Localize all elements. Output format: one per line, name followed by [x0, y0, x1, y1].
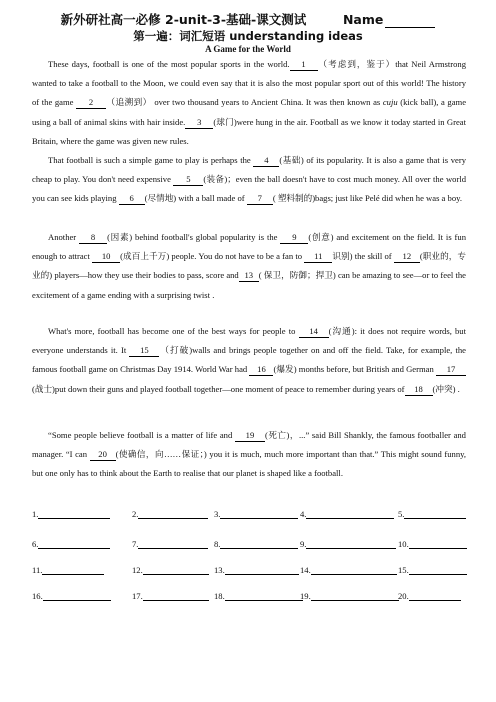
answer-row — [32, 538, 472, 552]
blank-2[interactable]: 2 — [76, 97, 106, 109]
paragraph-1: These days, football is one of the most popular sports in the world. 1 （考虑到，鉴于）that Neil Armstrong wanted to take a football to the Moon, we could even say that it is also the most popular sport out of this world! The history of the game 2 （追溯到） over two thousand years to Ancient China. It was then known as cuju (kick ball), a game using a ball of animal skins with hair inside. 3 (球门)were hung in the air. Football as we know it today started in Great Britain, where the game was given new rules. — [32, 59, 467, 146]
blank-20[interactable]: 20 — [90, 449, 116, 461]
blank-3[interactable]: 3 — [185, 117, 213, 129]
answer-slot-9[interactable]: 9. — [300, 538, 396, 549]
article-title: A Game for the World — [205, 44, 291, 54]
paragraph-4: What's more, football has become one of the best ways for people to 14 (沟通): it does not require words, but everyone understands it. It 15 （打破)walls and brings people together on and off the field. Take, for example, the famous football game on Christmas Day 1914. World War had 16 (爆发) months before, but British and German 17(战士)put down their guns and played football together—one moment of peace to remember during years of 18 (冲突) . — [32, 326, 466, 394]
blank-18[interactable]: 18 — [405, 384, 433, 396]
blank-5[interactable]: 5 — [173, 174, 203, 186]
answer-slot-5[interactable]: 5. — [398, 508, 466, 519]
answer-slot-20[interactable]: 20. — [398, 590, 461, 601]
blank-14[interactable]: 14 — [299, 326, 329, 338]
answer-row — [32, 508, 472, 522]
blank-15[interactable]: 15 — [129, 345, 159, 357]
answer-slot-3[interactable]: 3. — [214, 508, 298, 519]
answer-slot-11[interactable]: 11. — [32, 564, 104, 575]
answer-slot-17[interactable]: 17. — [132, 590, 209, 601]
paragraph-3: Another 8 (因素) behind football's global popularity is the 9 (创意) and excitement on the field. It is fun enough to attract 10 (成百上千万) people. You do not have to be a fan to 11 识别) the skill of 12 (职业的，专业的) players—how they use their bodies to pass, score and 13 ( 保卫，防御；捍卫) can be amazing to see—or to feel the excitement of a game ending with a surprising twist . — [32, 232, 466, 300]
blank-13[interactable]: 13 — [239, 270, 259, 282]
blank-17[interactable]: 17 — [436, 364, 466, 376]
section-heading: 第一遍：词汇短语 understanding ideas — [133, 29, 363, 43]
answer-slot-18[interactable]: 18. — [214, 590, 303, 601]
blank-16[interactable]: 16 — [249, 364, 273, 376]
blank-12[interactable]: 12 — [394, 251, 420, 263]
blank-19[interactable]: 19 — [235, 430, 265, 442]
blank-11[interactable]: 11 — [304, 251, 332, 263]
title-text: 新外研社高一必修 2-unit-3-基础-课文测试 — [60, 12, 307, 27]
answer-row — [32, 564, 472, 578]
answer-slot-15[interactable]: 15. — [398, 564, 467, 575]
paragraph-5: “Some people believe football is a matter of life and 19 (死亡)，...” said Bill Shankly, the famous footballer and manager. “I can 20 (使确信，向……保证；) you it is much, much more important than that.” This might sound funny, but one only has to think about the Earth to realise that our planet is shaped like a football. — [32, 430, 467, 479]
paragraph-2: That football is such a simple game to play is perhaps the 4 (基础) of its popularity. It is also a game that is very cheap to play. You don't need expensive 5 (装备)；even the ball doesn't have to cost much money. All over the world you can see kids playing 6 (尽情地) with a ball made of 7 ( 塑料制的)bags; just like Pelé did when he was a boy. — [32, 155, 467, 204]
answer-slot-1[interactable]: 1. — [32, 508, 110, 519]
answer-slot-7[interactable]: 7. — [132, 538, 208, 549]
answer-slot-16[interactable]: 16. — [32, 590, 111, 601]
blank-9[interactable]: 9 — [280, 232, 308, 244]
page-title — [0, 10, 496, 28]
answer-slot-10[interactable]: 10. — [398, 538, 467, 549]
blank-8[interactable]: 8 — [79, 232, 107, 244]
blank-4[interactable]: 4 — [253, 155, 279, 167]
answer-row — [32, 590, 472, 604]
answer-slot-2[interactable]: 2. — [132, 508, 208, 519]
blank-10[interactable]: 10 — [92, 251, 120, 263]
name-label: Name — [342, 12, 384, 27]
blank-6[interactable]: 6 — [119, 193, 145, 205]
blank-7[interactable]: 7 — [247, 193, 273, 205]
answer-slot-14[interactable]: 14. — [300, 564, 397, 575]
answer-slot-8[interactable]: 8. — [214, 538, 298, 549]
blank-1[interactable]: 1 — [290, 59, 318, 71]
term-cuju: cuju — [382, 97, 398, 108]
answer-slot-6[interactable]: 6. — [32, 538, 110, 549]
name-field[interactable] — [385, 15, 435, 28]
answer-slot-13[interactable]: 13. — [214, 564, 299, 575]
answer-slot-4[interactable]: 4. — [300, 508, 394, 519]
answer-slot-19[interactable]: 19. — [300, 590, 399, 601]
answer-slot-12[interactable]: 12. — [132, 564, 209, 575]
